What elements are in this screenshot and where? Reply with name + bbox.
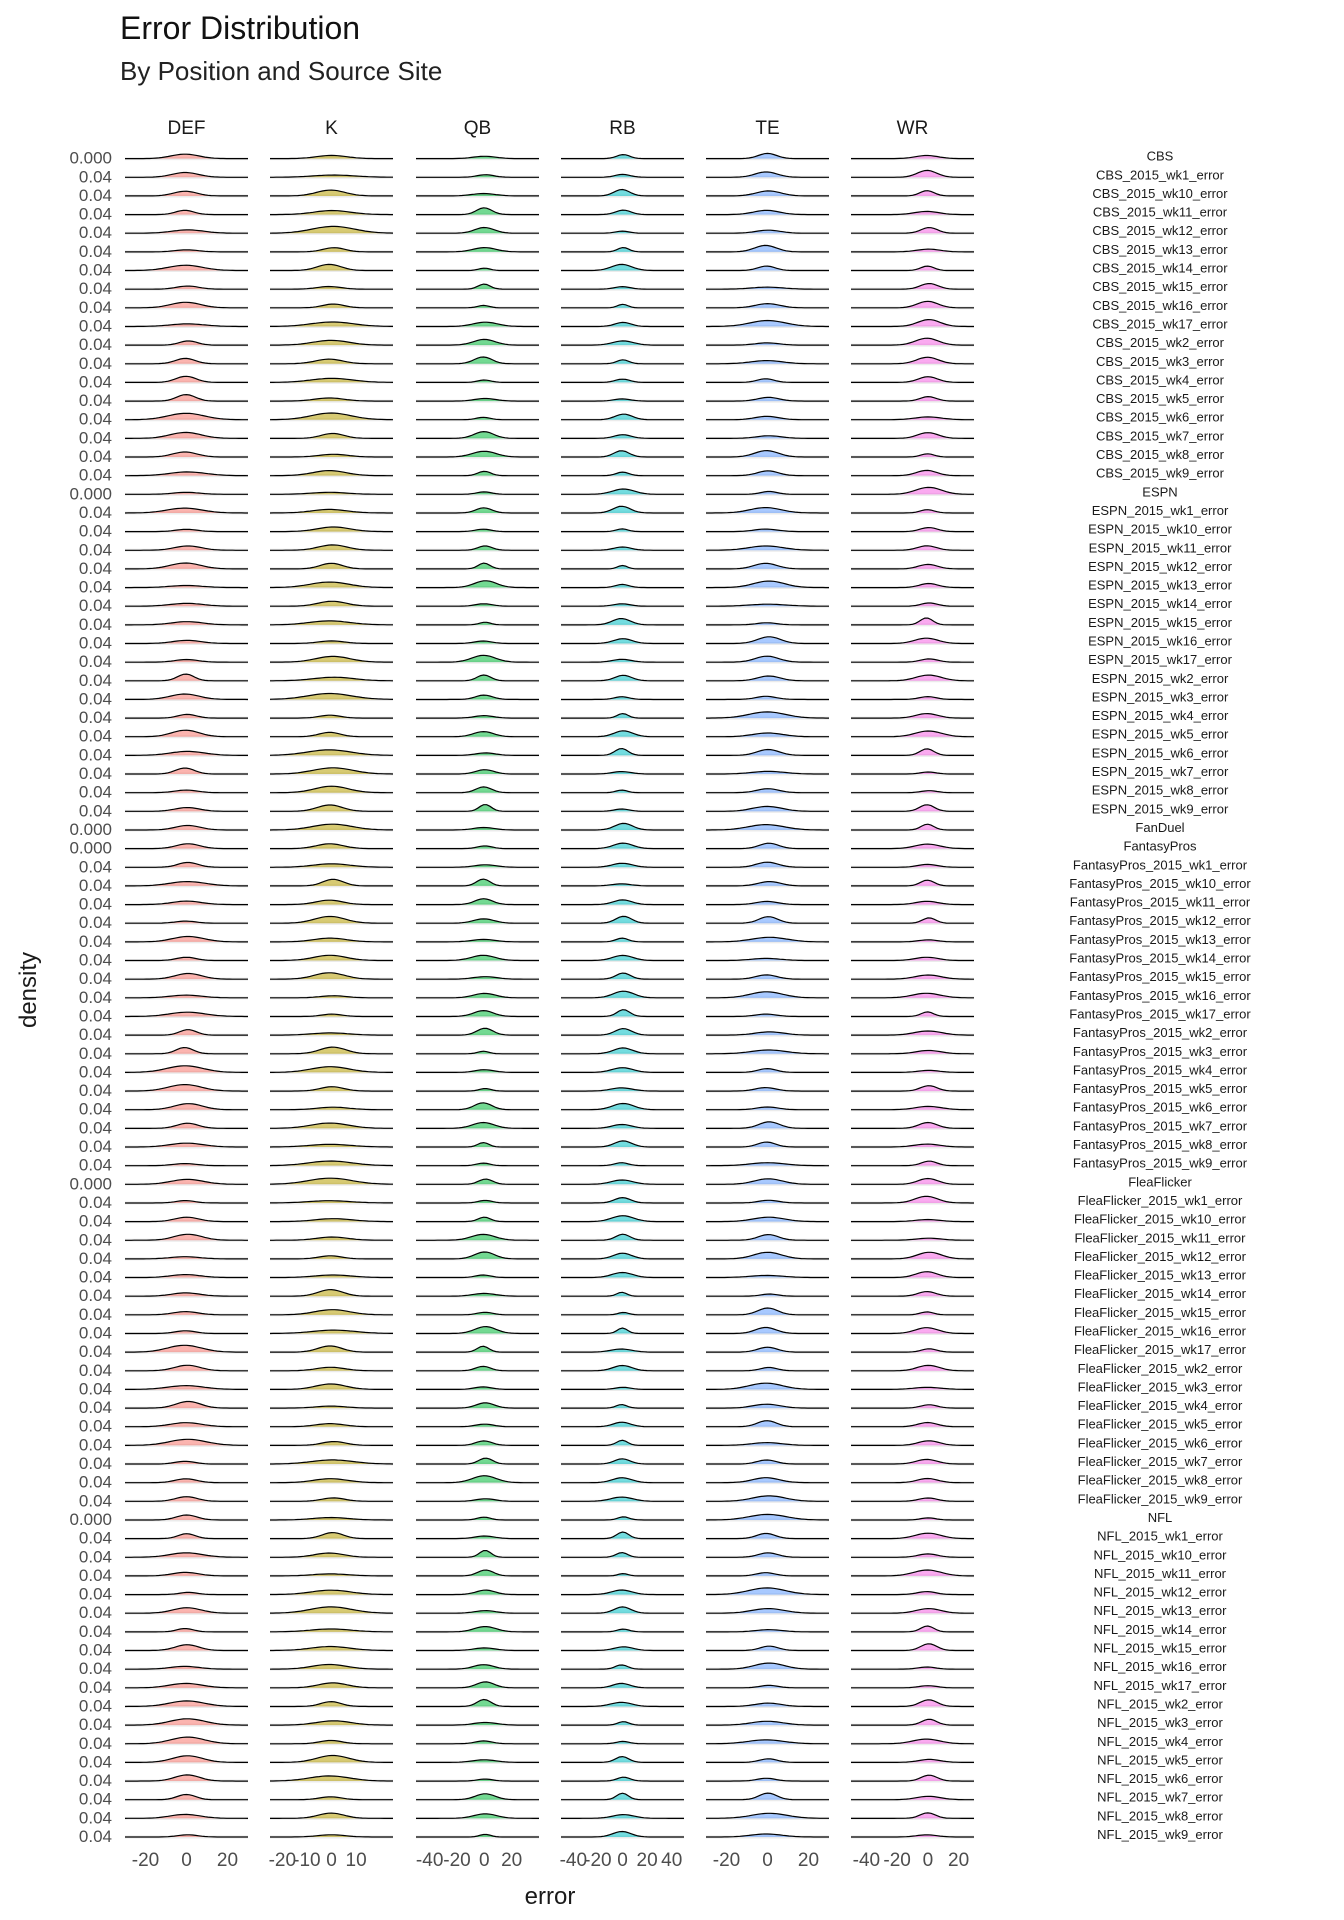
x-tick-label: -20 — [712, 1850, 741, 1871]
row-label: ESPN_2015_wk11_error — [1088, 540, 1232, 556]
y-tick-label: 0.04 — [78, 1342, 112, 1362]
row-label: CBS_2015_wk2_error — [1096, 335, 1224, 351]
row-label: ESPN_2015_wk12_error — [1088, 558, 1232, 574]
y-tick-label: 0.04 — [78, 857, 112, 877]
y-tick-label: 0.04 — [78, 558, 112, 578]
density-line — [851, 510, 974, 513]
y-tick-label: 0.04 — [78, 1659, 112, 1679]
y-tick-label: 0.04 — [78, 1733, 112, 1753]
y-tick-label: 0.000 — [69, 484, 112, 504]
row-label: FantasyPros_2015_wk1_error — [1072, 857, 1248, 873]
row-label: FleaFlicker_2015_wk5_error — [1077, 1416, 1243, 1432]
row-labels — [1069, 149, 1251, 1842]
x-tick-label: -20 — [883, 1850, 911, 1871]
row-label: FleaFlicker_2015_wk4_error — [1077, 1398, 1243, 1414]
row-label: CBS_2015_wk17_error — [1092, 316, 1228, 332]
row-label: CBS_2015_wk4_error — [1096, 372, 1224, 388]
y-tick-label: 0.04 — [78, 950, 112, 970]
y-tick-label: 0.04 — [78, 372, 112, 392]
row-label: FantasyPros_2015_wk15_error — [1069, 969, 1251, 985]
row-label: FantasyPros_2015_wk11_error — [1069, 894, 1251, 910]
y-tick-label: 0.04 — [78, 1603, 112, 1623]
row-label: CBS_2015_wk13_error — [1092, 241, 1228, 257]
y-tick-label: 0.04 — [78, 1099, 112, 1119]
row-label: CBS_2015_wk10_error — [1092, 185, 1228, 201]
row-label: ESPN_2015_wk14_error — [1088, 596, 1232, 612]
x-tick-label: 10 — [345, 1850, 367, 1871]
row-label: FantasyPros_2015_wk7_error — [1072, 1118, 1248, 1134]
y-tick-label: 0.04 — [78, 1752, 112, 1772]
row-label: ESPN_2015_wk10_error — [1088, 521, 1232, 537]
strip-qb: QB — [463, 118, 492, 139]
density-line — [851, 454, 974, 457]
y-tick-label: 0.04 — [78, 1137, 112, 1157]
y-tick-label: 0.04 — [78, 1043, 112, 1063]
row-label: FantasyPros_2015_wk17_error — [1069, 1006, 1251, 1022]
y-tick-label: 0.04 — [78, 652, 112, 672]
y-tick-label: 0.04 — [78, 1789, 112, 1809]
row-label: FleaFlicker_2015_wk3_error — [1077, 1379, 1243, 1395]
strip-k: K — [325, 118, 338, 139]
y-tick-label: 0.04 — [78, 726, 112, 746]
y-tick-label: 0.04 — [78, 185, 112, 205]
row-label: ESPN_2015_wk15_error — [1088, 614, 1232, 630]
row-label: FantasyPros_2015_wk6_error — [1072, 1099, 1248, 1115]
y-tick-label: 0.04 — [78, 241, 112, 261]
row-label: ESPN_2015_wk4_error — [1091, 708, 1229, 724]
y-tick-label: 0.04 — [78, 1006, 112, 1026]
y-tick-label: 0.04 — [78, 204, 112, 224]
density-line — [851, 603, 974, 606]
y-tick-label: 0.04 — [78, 1062, 112, 1082]
row-label: CBS_2015_wk16_error — [1092, 297, 1228, 313]
y-tick-label: 0.04 — [78, 316, 112, 336]
y-tick-label: 0.04 — [78, 1715, 112, 1735]
y-tick-label: 0.04 — [78, 1398, 112, 1418]
density-line — [851, 1349, 974, 1352]
y-tick-label: 0.04 — [78, 353, 112, 373]
y-tick-label: 0.04 — [78, 1416, 112, 1436]
row-label: NFL_2015_wk14_error — [1093, 1621, 1227, 1637]
y-tick-label: 0.04 — [78, 1621, 112, 1641]
x-tick-label: -10 — [293, 1850, 321, 1871]
y-tick-label: 0.04 — [78, 1584, 112, 1604]
density-line — [851, 1554, 974, 1557]
row-label: FleaFlicker_2015_wk15_error — [1074, 1304, 1246, 1320]
x-tick-label: 0 — [762, 1850, 773, 1871]
row-label: NFL_2015_wk10_error — [1093, 1547, 1227, 1563]
row-label: NFL_2015_wk3_error — [1097, 1715, 1223, 1731]
row-label: NFL — [1147, 1509, 1173, 1525]
x-tick-label: 0 — [617, 1850, 628, 1871]
row-label: FantasyPros — [1123, 838, 1197, 854]
row-label: CBS — [1146, 148, 1174, 164]
y-tick-label: 0.04 — [78, 894, 112, 914]
row-label: FleaFlicker_2015_wk11_error — [1074, 1230, 1246, 1246]
y-tick-label: 0.04 — [78, 521, 112, 541]
row-label: FleaFlicker_2015_wk13_error — [1074, 1267, 1246, 1283]
row-label: FleaFlicker_2015_wk10_error — [1074, 1211, 1246, 1227]
y-tick-label: 0.04 — [78, 1230, 112, 1250]
row-label: FantasyPros_2015_wk16_error — [1069, 987, 1251, 1003]
row-label: ESPN_2015_wk8_error — [1091, 782, 1229, 798]
row-label: CBS_2015_wk1_error — [1096, 167, 1224, 183]
row-label: FantasyPros_2015_wk13_error — [1069, 931, 1251, 947]
row-label: ESPN_2015_wk13_error — [1088, 577, 1232, 593]
row-label: ESPN_2015_wk9_error — [1091, 801, 1229, 817]
y-tick-label: 0.04 — [78, 875, 112, 895]
row-label: NFL_2015_wk6_error — [1097, 1771, 1223, 1787]
row-label: NFL_2015_wk12_error — [1093, 1584, 1227, 1600]
y-tick-label: 0.000 — [69, 1509, 112, 1529]
x-tick-label: -20 — [131, 1850, 160, 1871]
row-label: FleaFlicker_2015_wk1_error — [1077, 1192, 1243, 1208]
x-tick-label: 0 — [922, 1850, 934, 1871]
x-tick-label: 20 — [501, 1850, 523, 1871]
strip-wr: WR — [896, 118, 929, 139]
density-line — [851, 1759, 974, 1762]
row-label: FleaFlicker_2015_wk14_error — [1074, 1286, 1246, 1302]
density-line — [851, 659, 974, 662]
y-tick-label: 0.04 — [78, 745, 112, 765]
row-label: CBS_2015_wk9_error — [1096, 465, 1224, 481]
y-tick-label: 0.04 — [78, 279, 112, 299]
x-tick-label: 20 — [636, 1850, 658, 1871]
row-label: FleaFlicker_2015_wk2_error — [1077, 1360, 1243, 1376]
y-tick-label: 0.000 — [69, 148, 112, 168]
y-tick-label: 0.04 — [78, 931, 112, 951]
y-tick-label: 0.04 — [78, 913, 112, 933]
panels — [125, 153, 974, 1837]
chart-title: Error Distribution — [120, 10, 361, 46]
x-tick-label: 0 — [326, 1850, 337, 1871]
y-tick-label: 0.04 — [78, 391, 112, 411]
row-label: FantasyPros_2015_wk10_error — [1069, 875, 1251, 891]
y-tick-label: 0.04 — [78, 1155, 112, 1175]
y-tick-label: 0.000 — [69, 838, 112, 858]
row-label: CBS_2015_wk3_error — [1096, 353, 1224, 369]
row-label: ESPN — [1142, 484, 1178, 500]
row-label: NFL_2015_wk17_error — [1093, 1677, 1227, 1693]
y-tick-label: 0.04 — [78, 1547, 112, 1567]
y-tick-label: 0.04 — [78, 465, 112, 485]
y-tick-label: 0.04 — [78, 1025, 112, 1045]
row-label: ESPN_2015_wk16_error — [1088, 633, 1232, 649]
density-line — [851, 1405, 974, 1408]
y-tick-label: 0.04 — [78, 614, 112, 634]
row-label: CBS_2015_wk6_error — [1096, 409, 1224, 425]
y-tick-label: 0.000 — [69, 819, 112, 839]
row-label: FantasyPros_2015_wk8_error — [1072, 1137, 1248, 1153]
y-tick-label: 0.04 — [78, 1267, 112, 1287]
row-label: NFL_2015_wk9_error — [1097, 1827, 1223, 1842]
y-tick-label: 0.04 — [78, 1454, 112, 1474]
row-label: CBS_2015_wk12_error — [1092, 223, 1228, 239]
y-tick-label: 0.04 — [78, 223, 112, 243]
row-label: ESPN_2015_wk1_error — [1091, 502, 1229, 518]
y-tick-label: 0.04 — [78, 670, 112, 690]
y-tick-label: 0.04 — [78, 1565, 112, 1585]
x-tick-label: -40 — [852, 1850, 881, 1871]
y-tick-label: 0.04 — [78, 540, 112, 560]
y-tick-label: 0.04 — [78, 335, 112, 355]
y-tick-label: 0.04 — [78, 167, 112, 187]
x-tick-label: -20 — [443, 1850, 471, 1871]
row-label: CBS_2015_wk5_error — [1096, 391, 1224, 407]
x-tick-label: 20 — [797, 1850, 820, 1871]
row-label: FantasyPros_2015_wk9_error — [1072, 1155, 1248, 1171]
y-tick-label: 0.04 — [78, 428, 112, 448]
row-label: NFL_2015_wk1_error — [1097, 1528, 1223, 1544]
y-tick-label: 0.04 — [78, 1640, 112, 1660]
y-tick-label: 0.04 — [78, 1472, 112, 1492]
row-label: ESPN_2015_wk5_error — [1091, 726, 1229, 742]
row-label: NFL_2015_wk16_error — [1093, 1659, 1227, 1675]
x-tick-label: -40 — [415, 1850, 444, 1871]
row-label: ESPN_2015_wk2_error — [1091, 670, 1229, 686]
y-tick-label: 0.04 — [78, 987, 112, 1007]
strip-def: DEF — [167, 118, 206, 139]
y-tick-label: 0.04 — [78, 596, 112, 616]
row-label: NFL_2015_wk5_error — [1097, 1752, 1223, 1768]
y-axis-title: density — [15, 951, 42, 1029]
y-tick-label: 0.04 — [78, 1360, 112, 1380]
y-tick-label: 0.04 — [78, 1491, 112, 1511]
strip-rb: RB — [609, 118, 636, 139]
y-tick-label: 0.04 — [78, 689, 112, 709]
row-label: FleaFlicker_2015_wk7_error — [1077, 1454, 1243, 1470]
row-label: FantasyPros_2015_wk12_error — [1069, 913, 1251, 929]
x-tick-label: 0 — [479, 1850, 490, 1871]
row-label: ESPN_2015_wk3_error — [1091, 689, 1229, 705]
y-tick-label: 0.04 — [78, 782, 112, 802]
y-tick-label: 0.04 — [78, 1118, 112, 1138]
y-tick-label: 0.04 — [78, 1304, 112, 1324]
density-line — [851, 528, 974, 532]
row-label: FantasyPros_2015_wk14_error — [1069, 950, 1251, 966]
y-tick-label: 0.04 — [78, 1286, 112, 1306]
y-tick-label: 0.04 — [78, 1192, 112, 1212]
row-label: FleaFlicker_2015_wk9_error — [1077, 1491, 1243, 1507]
row-label: FantasyPros_2015_wk3_error — [1072, 1043, 1248, 1059]
y-tick-label: 0.04 — [78, 969, 112, 989]
y-tick-label: 0.04 — [78, 1248, 112, 1268]
y-axis-ticks — [69, 149, 112, 1846]
y-tick-label: 0.04 — [78, 633, 112, 653]
row-label: NFL_2015_wk4_error — [1097, 1733, 1223, 1749]
row-label: FantasyPros_2015_wk5_error — [1072, 1081, 1248, 1097]
row-label: FleaFlicker_2015_wk12_error — [1074, 1248, 1246, 1264]
row-label: FleaFlicker_2015_wk6_error — [1077, 1435, 1243, 1451]
x-tick-label: 0 — [181, 1850, 192, 1871]
y-tick-label: 0.04 — [78, 764, 112, 784]
y-tick-label: 0.04 — [78, 801, 112, 821]
y-tick-label: 0.04 — [78, 1808, 112, 1828]
row-label: NFL_2015_wk8_error — [1097, 1808, 1223, 1824]
row-label: CBS_2015_wk15_error — [1092, 279, 1228, 295]
row-label: NFL_2015_wk7_error — [1097, 1789, 1223, 1805]
chart-subtitle: By Position and Source Site — [120, 56, 443, 86]
row-label: FleaFlicker_2015_wk17_error — [1074, 1342, 1246, 1358]
x-tick-label: -40 — [559, 1850, 588, 1871]
y-tick-label: 0.000 — [69, 1174, 112, 1194]
row-label: ESPN_2015_wk17_error — [1088, 652, 1232, 668]
row-label: FantasyPros_2015_wk4_error — [1072, 1062, 1248, 1078]
y-tick-label: 0.04 — [78, 1528, 112, 1548]
row-label: FleaFlicker_2015_wk16_error — [1074, 1323, 1246, 1339]
row-label: CBS_2015_wk14_error — [1092, 260, 1228, 276]
x-tick-label: -20 — [584, 1850, 612, 1871]
y-tick-label: 0.04 — [78, 1323, 112, 1343]
y-tick-label: 0.04 — [78, 297, 112, 317]
x-axis-title: error — [524, 1883, 576, 1910]
y-tick-label: 0.04 — [78, 708, 112, 728]
row-label: CBS_2015_wk7_error — [1096, 428, 1224, 444]
column-strips — [168, 118, 929, 139]
x-axis-ticks — [132, 1850, 969, 1871]
row-label: CBS_2015_wk11_error — [1092, 204, 1228, 220]
y-tick-label: 0.04 — [78, 502, 112, 522]
row-label: NFL_2015_wk13_error — [1093, 1603, 1227, 1619]
row-label: NFL_2015_wk15_error — [1093, 1640, 1227, 1656]
y-tick-label: 0.04 — [78, 1696, 112, 1716]
y-tick-label: 0.04 — [78, 1827, 112, 1846]
y-tick-label: 0.04 — [78, 1435, 112, 1455]
row-label: FleaFlicker — [1128, 1174, 1192, 1190]
x-tick-label: 40 — [661, 1850, 683, 1871]
density-line — [851, 1498, 974, 1501]
row-label: FanDuel — [1135, 819, 1185, 835]
y-tick-label: 0.04 — [78, 577, 112, 597]
y-tick-label: 0.04 — [78, 1081, 112, 1101]
y-tick-label: 0.04 — [78, 1771, 112, 1791]
y-tick-label: 0.04 — [78, 1211, 112, 1231]
row-label: FleaFlicker_2015_wk8_error — [1077, 1472, 1243, 1488]
row-label: NFL_2015_wk2_error — [1097, 1696, 1223, 1712]
row-label: ESPN_2015_wk7_error — [1091, 764, 1229, 780]
row-label: NFL_2015_wk11_error — [1094, 1565, 1226, 1581]
y-tick-label: 0.04 — [78, 260, 112, 280]
row-label: FantasyPros_2015_wk2_error — [1072, 1025, 1248, 1041]
x-tick-label: 20 — [948, 1850, 970, 1871]
y-tick-label: 0.04 — [78, 447, 112, 467]
row-label: CBS_2015_wk8_error — [1096, 447, 1224, 463]
x-tick-label: 20 — [216, 1850, 239, 1871]
y-tick-label: 0.04 — [78, 409, 112, 429]
y-tick-label: 0.04 — [78, 1677, 112, 1697]
strip-te: TE — [755, 118, 780, 139]
y-tick-label: 0.04 — [78, 1379, 112, 1399]
x-tick-label: -20 — [268, 1850, 297, 1871]
row-label: ESPN_2015_wk6_error — [1091, 745, 1229, 761]
